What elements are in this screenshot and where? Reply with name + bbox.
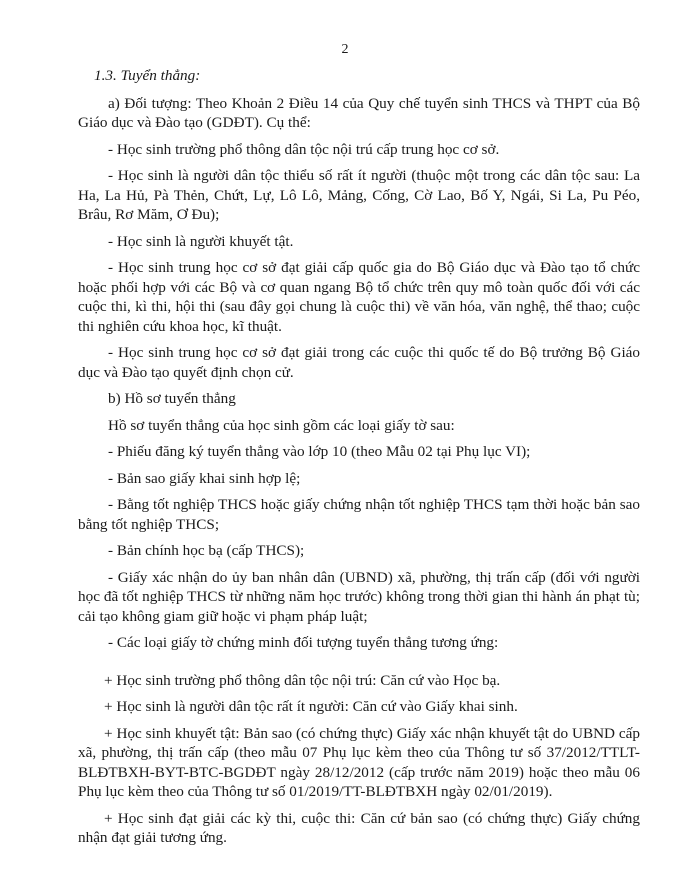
paragraph-doi-tuong: a) Đối tượng: Theo Khoản 2 Điều 14 của Quy chế tuyển sinh THCS và THPT của Bộ Giáo dục và Đào tạo (GDĐT). Cụ thể: bbox=[78, 94, 640, 131]
paragraph-item: - Phiếu đăng ký tuyển thẳng vào lớp 10 (theo Mẫu 02 tại Phụ lục VI); bbox=[108, 443, 531, 460]
paragraph-ho-so-heading: b) Hồ sơ tuyển thẳng bbox=[108, 390, 236, 407]
document-body bbox=[78, 66, 640, 855]
paragraph-item: - Bản sao giấy khai sinh hợp lệ; bbox=[108, 469, 301, 487]
paragraph-item: - Học sinh trường phổ thông dân tộc nội trú cấp trung học cơ sở. bbox=[108, 140, 500, 158]
sub-item: + Học sinh khuyết tật: Bản sao (có chứng thực) Giấy xác nhận khuyết tật do UBND cấp xã, phường, thị trấn cấp (theo mẫu 07 Phụ lục kèm theo của Thông tư số 37/2012/TTLT-BLĐTBXH-BYT-BTC-BGDĐT ngày 28/12/2012 (cấp trước năm 2019) hoặc theo mẫu 06 Phụ lục kèm theo của Thông tư số 01/2019/TT-BLĐTBXH ngày 02/01/2019). bbox=[78, 724, 640, 800]
sub-item: + Học sinh là người dân tộc rất ít người: Căn cứ vào Giấy khai sinh. bbox=[104, 698, 518, 715]
paragraph-item: - Bản chính học bạ (cấp THCS); bbox=[108, 542, 305, 559]
sub-item: + Học sinh đạt giải các kỳ thi, cuộc thi: Căn cứ bản sao (có chứng thực) Giấy chứng nhận đạt giải tương ứng. bbox=[78, 809, 640, 846]
paragraph-item: - Học sinh trung học cơ sở đạt giải trong các cuộc thi quốc tế do Bộ trưởng Bộ Giáo dục và Đào tạo quyết định chọn cử. bbox=[78, 344, 640, 381]
paragraph-item: - Học sinh là người khuyết tật. bbox=[108, 232, 294, 250]
paragraph-item: - Bằng tốt nghiệp THCS hoặc giấy chứng nhận tốt nghiệp THCS tạm thời hoặc bản sao bằng tốt nghiệp THCS; bbox=[78, 496, 640, 533]
paragraph-item: - Học sinh trung học cơ sở đạt giải cấp quốc gia do Bộ Giáo dục và Đào tạo tổ chức hoặc phối hợp với các Bộ và cơ quan ngang Bộ tổ chức trên quy mô toàn quốc đối với các cuộc thi, kì thi, hội thi (sau đây gọi chung là cuộc thi) về văn hóa, văn nghệ, thể thao; cuộc thi nghiên cứu khoa học, kĩ thuật. bbox=[78, 259, 640, 335]
sub-item: + Học sinh trường phổ thông dân tộc nội trú: Căn cứ vào Học bạ. bbox=[104, 671, 501, 689]
paragraph-item: - Học sinh là người dân tộc thiểu số rất ít người (thuộc một trong các dân tộc sau: La Ha, La Hủ, Pà Thẻn, Chứt, Lự, Lô Lô, Mảng, Cống, Cờ Lao, Bố Y, Ngái, Si La, Pu Péo, Brâu, Rơ Măm, Ơ Đu); bbox=[78, 167, 640, 223]
paragraph-item: - Các loại giấy tờ chứng minh đối tượng tuyển thẳng tương ứng: bbox=[108, 634, 499, 651]
paragraph-item: Hồ sơ tuyển thẳng của học sinh gồm các loại giấy tờ sau: bbox=[108, 416, 455, 434]
paragraph-item: - Giấy xác nhận do ủy ban nhân dân (UBND) xã, phường, thị trấn cấp (đối với người học đã tốt nghiệp THCS từ những năm học trước) không trong thời gian thi hành án phạt tù; cải tạo không giam giữ hoặc vi phạm pháp luật; bbox=[78, 568, 640, 625]
page-number: 2 bbox=[341, 42, 349, 57]
section-heading: 1.3. Tuyển thẳng: bbox=[94, 67, 201, 84]
